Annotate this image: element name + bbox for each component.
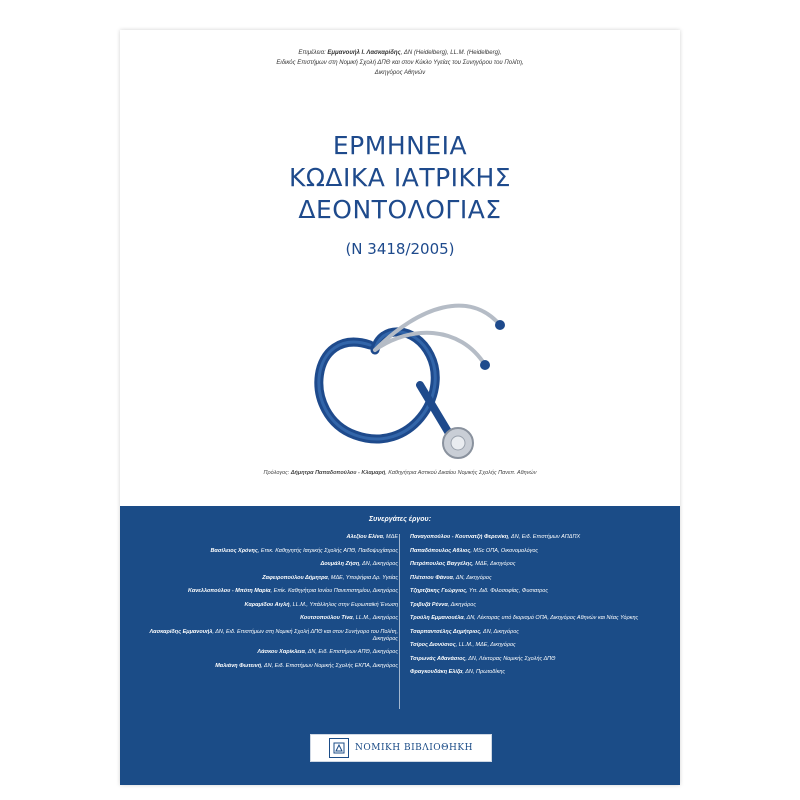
contributor-entry: Τσίρος Διονύσιος, LL.M., ΜΔΕ, Δικηγόρος [410,642,516,648]
contributor-entry: Τριβυζά Ρέννα, Δικηγόρος [410,601,477,608]
contributor-entry: Λάσκου Χαρίκλεια, ΔΝ, Ειδ. Επιστήμων ΑΠΘ, Δικηγόρος [257,649,398,655]
contributor-entry: Πετρόπουλος Βαγγέλης, ΜΔΕ, Δικηγόρος [410,561,516,567]
stethoscope-illustration [300,285,510,465]
contributor-entry: Τζηρτζάκης Γεώργιος, Υπ. Διδ. Φιλοσοφίας, Φυσιατρος [410,588,549,594]
editor-line-3: Δικηγόρος Αθηνών [374,70,426,76]
contributor-entry: Παπαδόπουλος Αθλιος, MSc ΟΠΑ, Οικονομολόγος [410,547,539,554]
contributors-heading: Συνεργάτες έργου: [368,516,432,523]
contributors-right-column [410,534,678,683]
contributor-entry: Ζαφειροπούλου Δήμητρα, ΜΔΕ, Υποψήφια Δρ. Υγείας [262,574,398,581]
column-divider [399,534,400,709]
publisher-name: ΝΟΜΙΚΗ ΒΙΒΛΙΟΘΗΚΗ [355,743,473,753]
editor-line-1: Επιμέλεια: Εμμανουήλ Ι. Λασκαρίδης, ΔΝ (Heidelberg), LL.M. (Heidelberg), [298,50,502,56]
contributor-entry: Τσαρπαντσέλης Δημήτριος, ΔΝ, Δικηγόρος [410,628,519,635]
contributor-entry: Βασίλειος Χρόνης, Επικ. Καθηγητής Ιατρικής Σχολής ΑΠΘ, Παιδοψυχίατρος [210,547,398,554]
preface-author: Δήμητρα Παπαδοπούλου - Κλαμαρή [290,470,386,476]
contributor-entry: Πλέτσιου Φάνυα, ΔΝ, Δικηγόρος [410,574,492,581]
contributor-entry: Λασκαρίδης Εμμανουήλ, ΔΝ, Ειδ. Επιστήμων στη Νομική Σχολή ΔΠΘ και στον Συνήγορο του Πολίτη, Δικηγόρος [149,628,398,642]
contributor-entry: Φραγκουδάκη Ελίζα, ΔΝ, Πρωτοδίκης [410,669,506,675]
preface-credit: Πρόλογος: Δήμητρα Παπαδοπούλου - Κλαμαρή, Καθηγήτρια Αστικού Δικαίου Νομικής Σχολής Πανεπ. Αθηνών [263,470,537,476]
publisher-logo [310,734,492,762]
contributor-entry: Τσιρωνάς Αθανάσιος, ΔΝ, Λέκτορας Νομικής Σχολής ΔΠΘ [410,655,556,662]
book-subtitle: (Ν 3418/2005) [345,240,455,258]
contributor-entry: Μαλιάνη Φωτεινή, ΔΝ, Ειδ. Επιστήμων Νομικής Σχολής ΕΚΠΑ, Δικηγόρος [215,662,398,669]
contributor-entry: Καραμίδου Αιγλή, LL.M., Υπάλληλος στην Ευρωπαϊκή Ένωση [244,601,398,608]
editor-credit [120,48,680,78]
book-cover [120,30,680,785]
contributor-entry: Δουμάλη Ζήση, ΔΝ, Δικηγόρος [320,561,398,567]
contributor-entry: Παναγοπούλου - Κουτνατζή Φερενίκη, ΔΝ, Ειδ. Επιστήμων ΑΠΔΠΧ [410,534,581,540]
editor-name: Εμμανουήλ Ι. Λασκαρίδης [327,50,401,56]
contributors-panel [120,506,680,785]
contributor-entry: Αλεξίου Ελίνα, ΜΔΕ [346,534,398,540]
contributors-left-column [130,534,398,676]
contributor-entry: Κουτσοπούλου Τίνα, LL.M., Δικηγόρος [300,615,398,621]
contributor-entry: Τρούλη Εμμανουέλα, ΔΝ, Λέκτορας υπό διορισμό ΟΠΑ, Δικηγόρος Αθηνών και Νέας Υόρκης [410,615,639,621]
editor-line-2: Ειδικός Επιστήμων στη Νομική Σχολή ΔΠΘ και στον Κύκλο Υγείας του Συνηγόρου του Πολίτη, [276,60,524,66]
book-title: ΕΡΜΗΝΕΙΑ ΚΩΔΙΚΑ ΙΑΤΡΙΚΗΣ ΔΕΟΝΤΟΛΟΓΙΑΣ [288,131,512,224]
contributor-entry: Κανελλοπούλου - Μπότη Μαρία, Επίκ. Καθηγήτρια Ιονίου Πανεπιστημίου, Δικηγόρος [187,588,398,594]
publisher-emblem-icon [329,738,349,758]
